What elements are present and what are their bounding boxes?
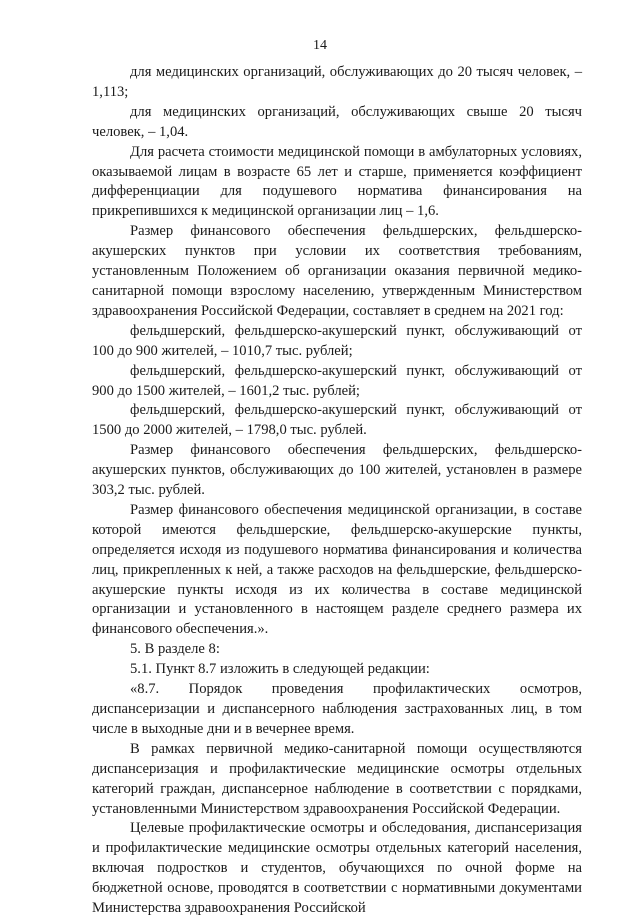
paragraph: Для расчета стоимости медицинской помощи в амбулаторных условиях, оказываемой лицам в возрасте 65 лет и старше, применяется коэффициент дифференциации для подушевого норматива финансирования на прикрепившихся к медицинской организации лиц – 1,6. — [92, 143, 582, 220]
paragraph: Целевые профилактические осмотры и обследования, диспансеризация и профилактические медицинские осмотры отдельных категорий населения, включая подростков и студентов, обучающихся по очной форме на бюджетной основе, проводятся в соответствии с нормативными документами Министерства здравоохранения Российской — [92, 820, 582, 917]
paragraph: В рамках первичной медико-санитарной помощи осуществляются диспансеризация и профилактические медицинские осмотры отдельных категорий граждан, диспансерное наблюдение в соответствии с порядками, установленными Министерством здравоохранения Российской Федерации. — [92, 740, 582, 817]
paragraph: фельдшерский, фельдшерско-акушерский пункт, обслуживающий от 100 до 900 жителей, – 1010,7 тыс. рублей; — [92, 322, 582, 359]
paragraph: для медицинских организаций, обслуживающих свыше 20 тысяч человек, – 1,04. — [92, 103, 582, 140]
paragraph: Размер финансового обеспечения медицинской организации, в составе которой имеются фельдшерские, фельдшерско-акушерские пункты, определяется исходя из подушевого норматива финансирования и количества лиц, прикрепленных к ней, а также расходов на фельдшерские, фельдшерско-акушерские пункты исходя из их количества в составе медицинской организации и установленного в настоящем разделе среднего размера их финансового обеспечения.». — [92, 501, 582, 638]
paragraph: фельдшерский, фельдшерско-акушерский пункт, обслуживающий от 1500 до 2000 жителей, – 1798,0 тыс. рублей. — [92, 402, 582, 439]
paragraph: для медицинских организаций, обслуживающих до 20 тысяч человек, – 1,113; — [92, 64, 582, 100]
paragraph: Размер финансового обеспечения фельдшерских, фельдшерско-акушерских пунктов при условии их соответствия требованиям, установленным Положением об организации оказания первичной медико-санитарной помощи взрослому населению, утвержденным Министерством здравоохранения Российской Федерации, составляет в среднем на 2021 год: — [92, 223, 582, 319]
paragraph: фельдшерский, фельдшерско-акушерский пункт, обслуживающий от 900 до 1500 жителей, – 1601,2 тыс. рублей; — [92, 362, 582, 399]
paragraph: «8.7. Порядок проведения профилактических осмотров, диспансеризации и диспансерного наблюдения застрахованных лиц, в том числе в выходные дни и в вечернее время. — [92, 681, 582, 737]
page-number: 14 — [313, 38, 327, 53]
subsection-heading: 5.1. Пункт 8.7 изложить в следующей редакции: — [130, 661, 430, 678]
document-body — [92, 63, 582, 919]
section-heading: 5. В разделе 8: — [130, 641, 220, 658]
paragraph: Размер финансового обеспечения фельдшерских, фельдшерско-акушерских пунктов, обслуживающих до 100 жителей, установлен в размере 303,2 тыс. рублей. — [92, 442, 582, 499]
